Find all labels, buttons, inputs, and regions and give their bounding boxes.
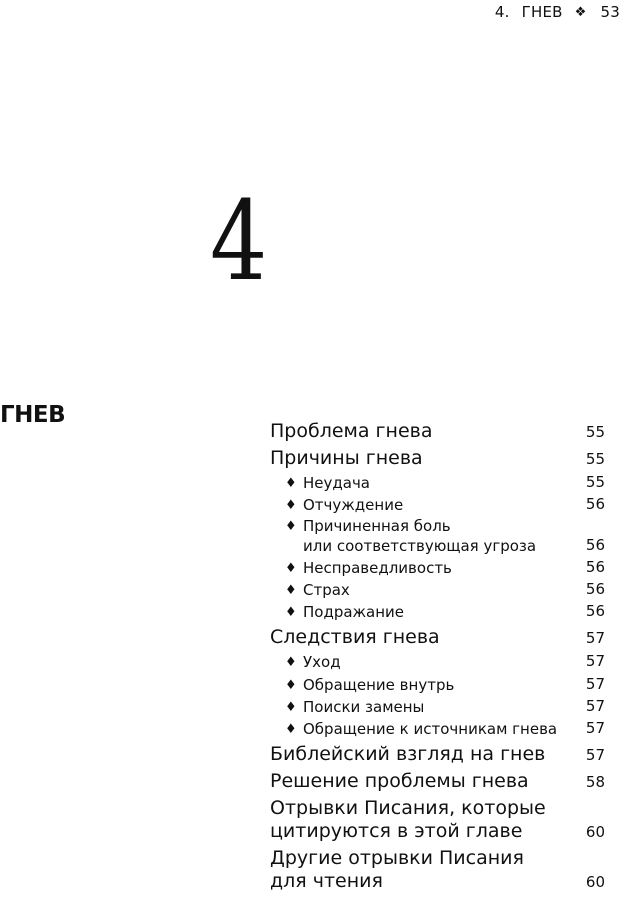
running-head	[495, 2, 620, 22]
toc-entry-label: Следствия гнева	[270, 626, 440, 648]
toc-entry-page: 58	[585, 773, 605, 791]
toc-entry-page: 57	[585, 697, 605, 715]
toc-subentry	[270, 473, 605, 493]
bullet-icon: ♦	[285, 519, 297, 534]
running-head-title: ГНЕВ	[521, 3, 563, 21]
bullet-icon: ♦	[285, 498, 297, 513]
toc-entry-label: Страх	[303, 581, 350, 599]
bullet-icon: ♦	[285, 583, 297, 598]
toc-entry-label: Причиненная боль или соответствующая угроза	[303, 517, 537, 555]
toc-entry-page: 56	[585, 536, 605, 554]
toc-entry	[270, 743, 605, 766]
toc-entry-label: Уход	[303, 653, 341, 671]
toc-entry-label: Подражание	[303, 603, 405, 621]
toc-entry-label: Несправедливость	[303, 559, 452, 577]
toc-entry-label: Другие отрывки Писания для чтения	[270, 847, 524, 892]
bullet-icon: ♦	[285, 678, 297, 693]
toc-entry-label: Проблема гнева	[270, 420, 433, 442]
toc-subentry	[270, 697, 605, 717]
toc-entry-label: Обращение внутрь	[303, 676, 455, 694]
toc-entry-page: 56	[585, 558, 605, 576]
toc-entry-label: Библейский взгляд на гнев	[270, 743, 546, 765]
toc-entry	[270, 770, 605, 793]
toc-subentry	[270, 580, 605, 600]
toc-entry-page: 57	[585, 675, 605, 693]
bullet-icon: ♦	[285, 655, 297, 670]
toc-entry-page: 55	[585, 423, 605, 441]
toc-entry-label: Поиски замены	[303, 698, 425, 716]
chapter-number: 4	[210, 177, 268, 305]
toc-entry-label: Отчуждение	[303, 496, 404, 514]
toc-entry-label: Неудача	[303, 474, 371, 492]
toc-entry	[270, 847, 605, 893]
toc-entry-page: 57	[585, 719, 605, 737]
toc-entry-page: 56	[585, 495, 605, 513]
bullet-icon: ♦	[285, 476, 297, 491]
toc-subentry	[270, 602, 605, 622]
bullet-icon: ♦	[285, 561, 297, 576]
toc-entry-page: 60	[585, 823, 605, 841]
running-head-chapter: 4.	[494, 3, 510, 21]
toc-subentry	[270, 652, 605, 672]
toc-entry	[270, 797, 605, 843]
toc-entry-page: 57	[585, 629, 605, 647]
toc-entry-label: Отрывки Писания, которые цитируются в этой главе	[270, 797, 546, 842]
toc-subentry	[270, 516, 605, 556]
toc-subentry	[270, 719, 605, 739]
toc-subentry	[270, 495, 605, 515]
toc-entry	[270, 447, 605, 470]
toc-entry-label: Решение проблемы гнева	[270, 770, 529, 792]
toc-entry	[270, 420, 605, 443]
toc-subentry	[270, 558, 605, 578]
toc-entry-page: 56	[585, 580, 605, 598]
toc-entry-page: 55	[585, 450, 605, 468]
page-number: 53	[600, 3, 620, 21]
toc-entry-page: 56	[585, 602, 605, 620]
bullet-icon: ♦	[285, 700, 297, 715]
bullet-icon: ♦	[285, 722, 297, 737]
toc-entry-page: 57	[585, 746, 605, 764]
ornament-icon: ❖	[574, 4, 587, 20]
toc-entry-label: Причины гнева	[270, 447, 423, 469]
toc-entry-page: 55	[585, 473, 605, 491]
toc-subentry	[270, 675, 605, 695]
bullet-icon: ♦	[285, 605, 297, 620]
toc-entry-label: Обращение к источникам гнева	[303, 720, 558, 738]
toc-entry-page: 60	[585, 873, 605, 891]
toc-entry-page: 57	[585, 652, 605, 670]
chapter-title: ГНЕВ	[0, 402, 66, 428]
toc-entry	[270, 626, 605, 649]
